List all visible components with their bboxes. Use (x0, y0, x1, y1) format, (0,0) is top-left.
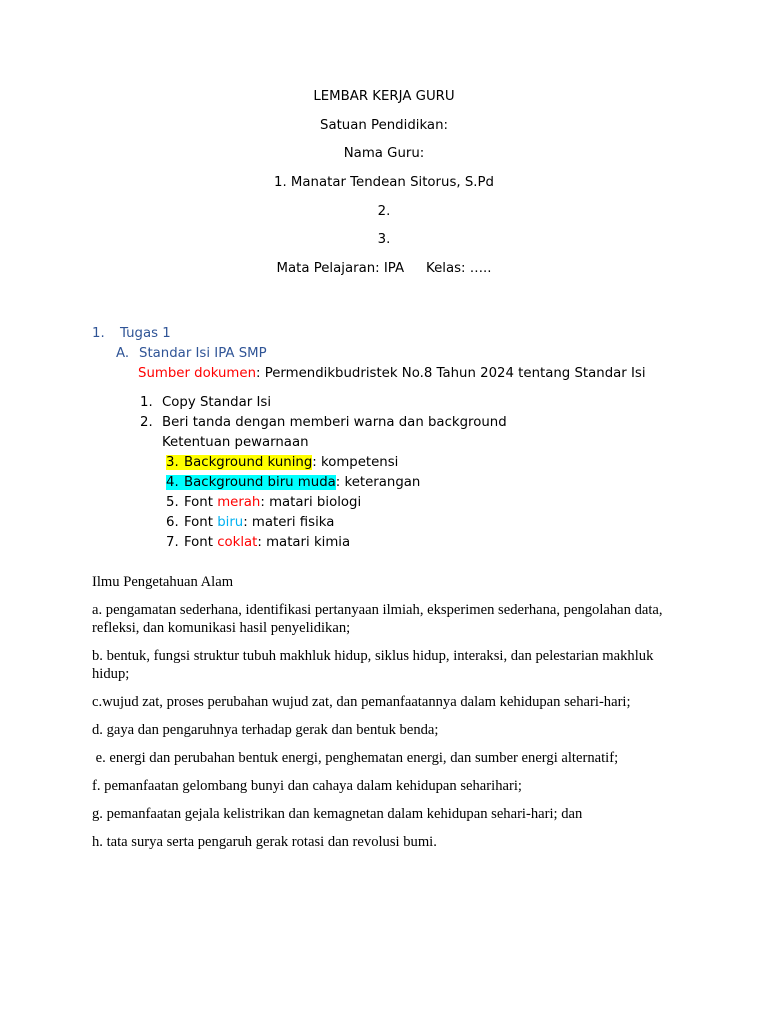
ipa-item: f. pemanfaatan gelombang bunyi dan cahaya dalam kehidupan seharihari; (92, 778, 522, 794)
mata-pelajaran-label: Mata Pelajaran: IPA (276, 261, 405, 277)
document-header (0, 88, 768, 289)
tugas-subheading (92, 344, 712, 364)
ipa-item: c.wujud zat, proses perubahan wujud zat, dan pemanfaatannya dalam kehidupan sehari-hari; (92, 694, 631, 710)
nama-guru-label: Nama Guru: (343, 146, 425, 162)
guru-2: 2. (377, 203, 391, 219)
ketentuan-label: Ketentuan pewarnaan (162, 435, 309, 450)
ipa-item: d. gaya dan pengaruhnya terhadap gerak dan bentuk benda; (92, 722, 439, 738)
tugas-number: 1. (92, 326, 105, 341)
rule-item: 7. Font coklat: matari kimia (166, 535, 351, 550)
tugas-heading (92, 324, 712, 344)
satuan-pendidikan-label: Satuan Pendidikan: (320, 117, 448, 133)
mapel-kelas-row (0, 260, 768, 289)
rule-item: 6. Font biru: materi fisika (166, 515, 335, 530)
rule-item: 5. Font merah: matari biologi (166, 495, 362, 510)
sumber-label: Sumber dokumen (138, 366, 256, 381)
tugas-section (92, 324, 712, 553)
sumber-dokumen-row (92, 364, 712, 384)
sumber-value: : Permendikbudristek No.8 Tahun 2024 tentang Standar Isi (256, 366, 646, 381)
guru-3: 3. (377, 232, 391, 248)
rule-item: 4. Background biru muda: keterangan (166, 475, 421, 490)
list-item: 2. Beri tanda dengan memberi warna dan background (140, 415, 507, 430)
ipa-item: b. bentuk, fungsi struktur tubuh makhluk hidup, siklus hidup, interaksi, dan pelestarian makhluk hidup; (92, 648, 654, 682)
ipa-item: g. pemanfaatan gejala kelistrikan dan kemagnetan dalam kehidupan sehari-hari; dan (92, 806, 583, 822)
ipa-title: Ilmu Pengetahuan Alam (92, 574, 234, 590)
tugas-label: Tugas 1 (120, 326, 171, 341)
ipa-item: h. tata surya serta pengaruh gerak rotasi dan revolusi bumi. (92, 834, 437, 850)
document-title: LEMBAR KERJA GURU (313, 89, 455, 104)
guru-1: 1. Manatar Tendean Sitorus, S.Pd (274, 175, 494, 191)
kelas-label: Kelas: ….. (426, 261, 492, 277)
sub-label: Standar Isi IPA SMP (139, 346, 267, 361)
list-item: 1. Copy Standar Isi (140, 395, 272, 410)
rule-item: 3. Background kuning: kompetensi (166, 455, 399, 470)
ipa-item: e. energi dan perubahan bentuk energi, penghematan energi, dan sumber energi alternatif; (92, 750, 619, 766)
ipa-content (92, 573, 682, 861)
sub-letter: A. (116, 346, 130, 361)
ipa-item: a. pengamatan sederhana, identifikasi pertanyaan ilmiah, eksperimen sederhana, pengolahan data, refleksi, dan komunikasi hasil penyelidikan; (92, 602, 663, 636)
